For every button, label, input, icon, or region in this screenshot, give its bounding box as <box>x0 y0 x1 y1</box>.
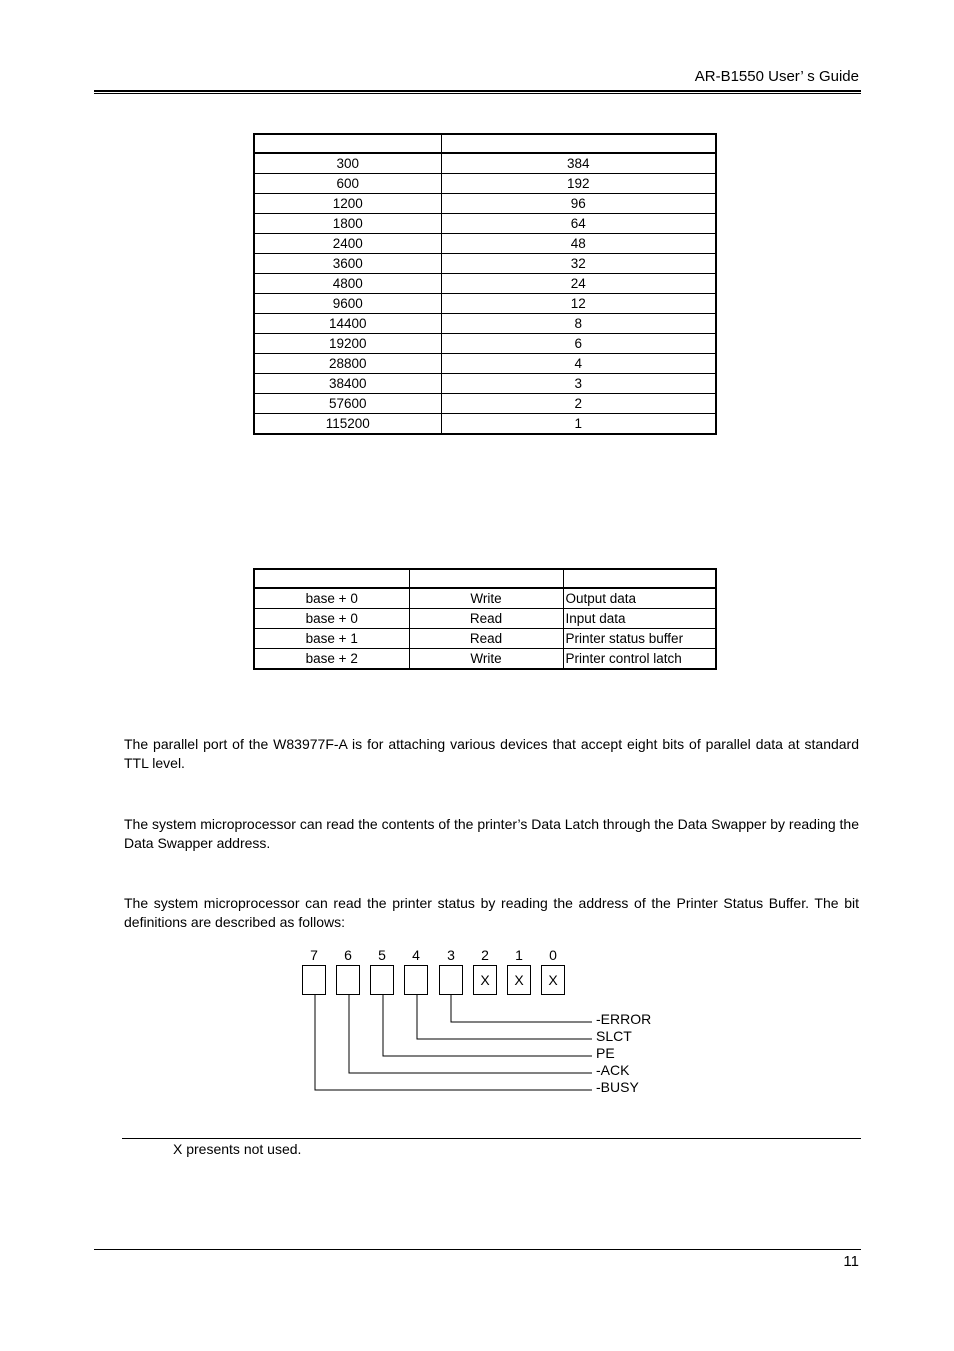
register-cell: Printer control latch <box>563 649 716 670</box>
table-header-cell <box>254 569 409 588</box>
baud-rate-cell: 19200 <box>254 334 441 354</box>
table-row <box>254 394 716 414</box>
access-cell: Write <box>409 649 563 670</box>
divisor-cell: 96 <box>441 194 716 214</box>
baud-rate-cell: 300 <box>254 153 441 174</box>
baud-rate-cell: 2400 <box>254 234 441 254</box>
baud-rate-cell: 14400 <box>254 314 441 334</box>
divisor-cell: 48 <box>441 234 716 254</box>
header-rule-thin <box>94 93 861 94</box>
divisor-cell: 384 <box>441 153 716 174</box>
table-row <box>254 374 716 394</box>
bit-box: X <box>541 965 565 995</box>
table-header-cell <box>409 569 563 588</box>
access-cell: Write <box>409 588 563 609</box>
divisor-cell: 12 <box>441 294 716 314</box>
table-row <box>254 254 716 274</box>
paragraph-data-swapper: The system microprocessor can read the contents of the printer’s Data Latch through the Data Swapper by reading the Data Swapper address. <box>124 816 859 851</box>
table-row <box>254 649 716 670</box>
signal-label-slct: SLCT <box>596 1028 632 1044</box>
bit-box <box>439 965 463 995</box>
baud-rate-cell: 4800 <box>254 274 441 294</box>
register-cell: Input data <box>563 609 716 629</box>
table-row <box>254 214 716 234</box>
table-row <box>254 294 716 314</box>
divisor-cell: 3 <box>441 374 716 394</box>
bit-number-label: 4 <box>412 947 420 963</box>
table-row <box>254 334 716 354</box>
bit-number-label: 5 <box>378 947 386 963</box>
bit-box: X <box>507 965 531 995</box>
baud-rate-cell: 1200 <box>254 194 441 214</box>
address-cell: base + 2 <box>254 649 409 670</box>
divisor-cell: 4 <box>441 354 716 374</box>
baud-rate-divisor-table <box>253 133 717 435</box>
bit-number-label: 6 <box>344 947 352 963</box>
bit-number-label: 0 <box>549 947 557 963</box>
table-row <box>254 414 716 435</box>
table-row <box>254 629 716 649</box>
access-cell: Read <box>409 629 563 649</box>
divisor-cell: 8 <box>441 314 716 334</box>
table-row <box>254 609 716 629</box>
table-row <box>254 588 716 609</box>
bit-number-label: 1 <box>515 947 523 963</box>
table-header-cell <box>254 134 441 153</box>
bit-box <box>336 965 360 995</box>
divisor-cell: 64 <box>441 214 716 234</box>
table-row <box>254 174 716 194</box>
divisor-cell: 192 <box>441 174 716 194</box>
parallel-port-register-table <box>253 568 717 670</box>
access-cell: Read <box>409 609 563 629</box>
baud-rate-cell: 28800 <box>254 354 441 374</box>
signal-label-pe: PE <box>596 1045 615 1061</box>
bit-box <box>302 965 326 995</box>
baud-rate-cell: 57600 <box>254 394 441 414</box>
baud-rate-cell: 1800 <box>254 214 441 234</box>
bit-number-label: 3 <box>447 947 455 963</box>
divisor-cell: 1 <box>441 414 716 435</box>
baud-rate-cell: 9600 <box>254 294 441 314</box>
note-text: X presents not used. <box>173 1141 302 1157</box>
bit-box: X <box>473 965 497 995</box>
register-cell: Output data <box>563 588 716 609</box>
table-header-cell <box>441 134 716 153</box>
footer-rule <box>94 1249 861 1250</box>
address-cell: base + 0 <box>254 588 409 609</box>
paragraph-printer-status: The system microprocessor can read the printer status by reading the address of the Printer Status Buffer. The bit definitions are described as follows: <box>124 895 859 930</box>
bit-box <box>404 965 428 995</box>
page-number: 11 <box>843 1253 859 1270</box>
bit-box <box>370 965 394 995</box>
address-cell: base + 1 <box>254 629 409 649</box>
signal-label-ack: -ACK <box>596 1062 630 1078</box>
table-header-row <box>254 569 716 588</box>
baud-rate-cell: 38400 <box>254 374 441 394</box>
bit-number-label: 2 <box>481 947 489 963</box>
table-row <box>254 314 716 334</box>
page-header: AR-B1550 User’ s Guide <box>694 68 859 85</box>
table-row <box>254 274 716 294</box>
divisor-cell: 2 <box>441 394 716 414</box>
divisor-cell: 32 <box>441 254 716 274</box>
header-rule <box>94 90 861 92</box>
table-row <box>254 153 716 174</box>
signal-label-busy: -BUSY <box>596 1079 639 1095</box>
baud-rate-cell: 3600 <box>254 254 441 274</box>
bit-number-label: 7 <box>310 947 318 963</box>
address-cell: base + 0 <box>254 609 409 629</box>
table-row <box>254 354 716 374</box>
table-row <box>254 234 716 254</box>
table-row <box>254 194 716 214</box>
table-header-cell <box>563 569 716 588</box>
baud-rate-cell: 600 <box>254 174 441 194</box>
note-divider <box>122 1138 861 1139</box>
divisor-cell: 6 <box>441 334 716 354</box>
divisor-cell: 24 <box>441 274 716 294</box>
table-header-row <box>254 134 716 153</box>
paragraph-parallel-port-intro: The parallel port of the W83977F-A is for attaching various devices that accept eight bits of parallel data at standard TTL level. <box>124 736 859 771</box>
baud-rate-cell: 115200 <box>254 414 441 435</box>
register-cell: Printer status buffer <box>563 629 716 649</box>
signal-label-error: -ERROR <box>596 1011 652 1027</box>
